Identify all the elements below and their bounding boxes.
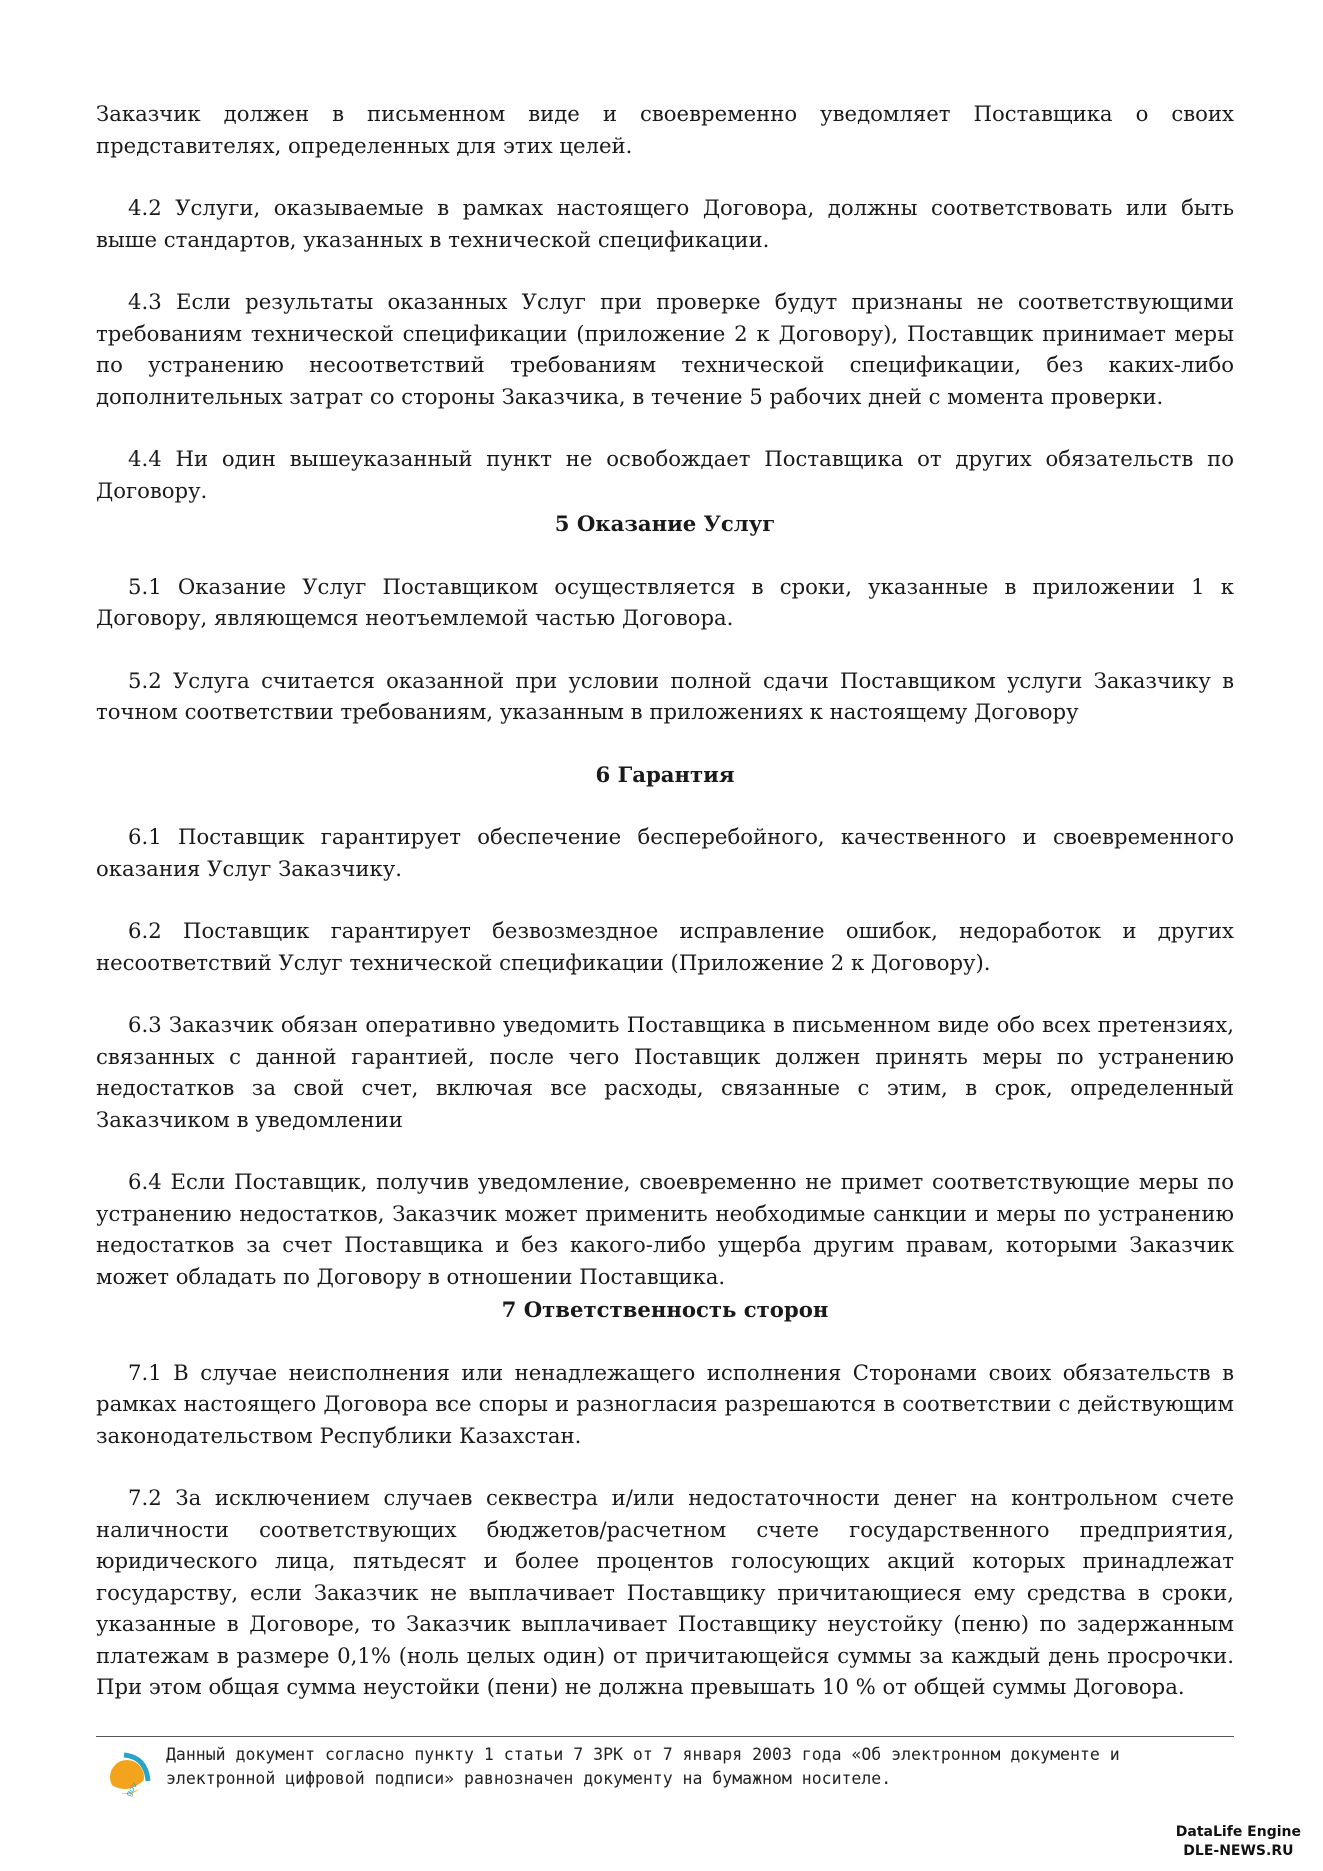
footer-line-2: электронной цифровой подписи» равнозначен документу на бумажном носителе. — [166, 1769, 892, 1788]
paragraph-6-1: 6.1 Поставщик гарантирует обеспечение бесперебойного, качественного и своевременного оказания Услуг Заказчику. — [96, 824, 1234, 881]
paragraph-6-2: 6.2 Поставщик гарантирует безвозмездное исправление ошибок, недоработок и других несоответствий Услуг технической спецификации (Приложение 2 к Договору). — [96, 918, 1234, 975]
paragraph-4-3: 4.3 Если результаты оказанных Услуг при проверке будут признаны не соответствующими требованиям технической спецификации (приложение 2 к Договору), Поставщик принимает меры по устранению несоответствий требованиям технической спецификации, без каких-либо дополнительных затрат со стороны Заказчика, в течение 5 рабочих дней с момента проверки. — [96, 289, 1234, 409]
e-signature-footer — [96, 1736, 1234, 1801]
paragraph-4-4: 4.4 Ни один вышеуказанный пункт не освобождает Поставщика от других обязательств по Договору. — [96, 446, 1234, 503]
section-6-heading: 6 Гарантия — [595, 761, 735, 787]
watermark-line-1: DataLife Engine — [1175, 1824, 1301, 1840]
paragraph-4-2: 4.2 Услуги, оказываемые в рамках настоящего Договора, должны соответствовать или быть выше стандартов, указанных в технической спецификации. — [96, 195, 1234, 252]
paragraph-7-1: 7.1 В случае неисполнения или ненадлежащего исполнения Сторонами своих обязательств в рамках настоящего Договора все споры и разногласия разрешаются в соответствии с действующим законодательством Республики Казахстан. — [96, 1359, 1234, 1448]
footer-line-1: Данный документ согласно пункту 1 статьи 7 ЗРК от 7 января 2003 года «Об электронном документе и — [166, 1745, 1120, 1764]
paragraph-6-3: 6.3 Заказчик обязан оперативно уведомить Поставщика в письменном виде обо всех претензиях, связанных с данной гарантией, после чего Поставщик должен принять меры по устранению недостатков за свой счет, включая все расходы, связанные с этим, в срок, определенный Заказчиком в уведомлении — [96, 1012, 1234, 1132]
watermark-line-2: DLE-NEWS.RU — [1183, 1843, 1294, 1859]
paragraph-5-1: 5.1 Оказание Услуг Поставщиком осуществляется в сроки, указанные в приложении 1 к Договору, являющемся неотъемлемой частью Договора. — [96, 573, 1234, 630]
section-7-heading: 7 Ответственность сторон — [501, 1297, 829, 1322]
paragraph-7-2: 7.2 За исключением случаев секвестра и/или недостаточности денег на контрольном счете наличности соответствующих бюджетов/расчетном счете государственного предприятия, юридического лица, пятьдесят и более процентов голосующих акций которых принадлежат государству, если Заказчик не выплачивает Поставщику причитающиеся ему средства в сроки, указанные в Договоре, то Заказчик выплачивает Поставщику неустойку (пеню) по задержанным платежам в размере 0,1% (ноль целых один) от причитающейся суммы за каждый день просрочки. При этом общая сумма неустойки (пени) не должна превышать 10 % от общей суммы Договора. — [96, 1485, 1234, 1699]
paragraph-6-4: 6.4 Если Поставщик, получив уведомление, своевременно не примет соответствующие меры по устранению недостатков, Заказчик может применить необходимые санкции и меры по устранению недостатков за счет Поставщика и без какого-либо ущерба другим правам, которыми Заказчик может обладать по Договору в отношении Поставщика. — [96, 1169, 1234, 1289]
paragraph-5-2: 5.2 Услуга считается оказанной при условии полной сдачи Поставщиком услуги Заказчику в точном соответствии требованиям, указанным в приложениях к настоящему Договору — [96, 667, 1234, 724]
paragraph-4-1-continuation: Заказчик должен в письменном виде и своевременно уведомляет Поставщика о своих представителях, определенных для этих целей. — [96, 101, 1234, 158]
footer-text — [166, 1743, 1120, 1791]
document-page — [96, 98, 1234, 1705]
egov-sun-logo-icon — [100, 1747, 154, 1801]
watermark — [1176, 1823, 1301, 1861]
section-5-heading: 5 Оказание Услуг — [554, 511, 776, 536]
svg-text:gov: gov — [123, 1780, 140, 1798]
